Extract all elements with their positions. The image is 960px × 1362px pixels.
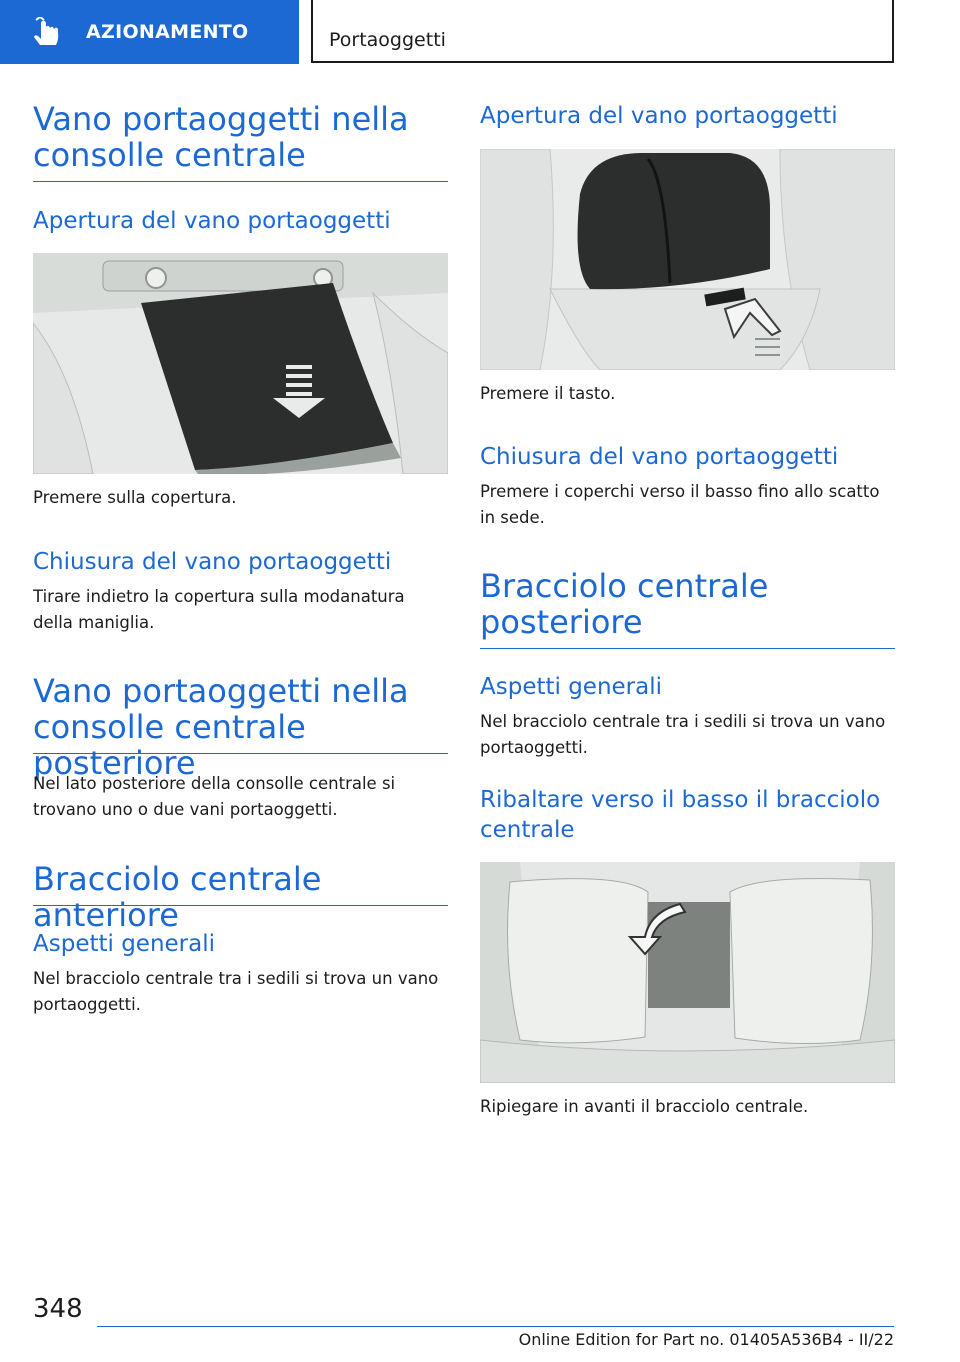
topic-box	[311, 0, 894, 63]
section-tab	[0, 0, 299, 64]
heading-rear-console-compartment: Vano portaoggetti nella consolle centrale posteriore	[33, 672, 409, 782]
subheading-opening-rear: Apertura del vano portaoggetti	[480, 103, 838, 129]
subheading-closing: Chiusura del vano portaoggetti	[33, 549, 392, 575]
text-rear-compartments: Nel lato posteriore della consolle centrale si trovano uno o due vani portaoggetti.	[33, 774, 396, 819]
caption-press-cover: Premere sulla copertura.	[33, 488, 237, 507]
caption-press-button: Premere il tasto.	[480, 384, 616, 403]
subheading-fold-down: Ribaltare verso il basso il bracciolo centrale	[480, 787, 881, 843]
subheading-general: Aspetti generali	[33, 931, 216, 957]
heading-rear-armrest: Bracciolo centrale posteriore	[480, 567, 769, 641]
subheading-opening: Apertura del vano portaoggetti	[33, 208, 391, 234]
figure-rear-seat-armrest	[480, 862, 895, 1083]
heading-rule	[33, 753, 448, 754]
page-number: 348	[33, 1294, 83, 1324]
text-closing: Tirare indietro la copertura sulla modanatura della maniglia.	[33, 587, 405, 632]
heading-rule	[33, 905, 448, 906]
heading-rule	[480, 648, 895, 649]
figure-console-compartment	[33, 253, 448, 474]
section-title: AZIONAMENTO	[86, 21, 249, 43]
figure-rear-armrest-button	[480, 149, 895, 370]
text-rear-armrest: Nel bracciolo centrale tra i sedili si trova un vano portaoggetti.	[480, 712, 886, 757]
subheading-general-rear: Aspetti generali	[480, 674, 663, 700]
topic-title: Portaoggetti	[329, 29, 446, 51]
heading-front-console-compartment: Vano portaoggetti nella consolle centrale	[33, 100, 409, 174]
footer-rule	[97, 1326, 894, 1327]
heading-front-armrest: Bracciolo centrale anteriore	[33, 860, 322, 934]
subheading-closing-rear: Chiusura del vano portaoggetti	[480, 444, 839, 470]
text-front-armrest: Nel bracciolo centrale tra i sedili si trova un vano portaoggetti.	[33, 969, 439, 1014]
heading-rule	[33, 181, 448, 182]
hand-press-icon	[28, 17, 68, 49]
caption-fold-armrest: Ripiegare in avanti il bracciolo centrale.	[480, 1097, 809, 1116]
footer-edition: Online Edition for Part no. 01405A536B4 - II/22	[518, 1330, 894, 1349]
text-closing-rear: Premere i coperchi verso il basso fino allo scatto in sede.	[480, 482, 880, 527]
